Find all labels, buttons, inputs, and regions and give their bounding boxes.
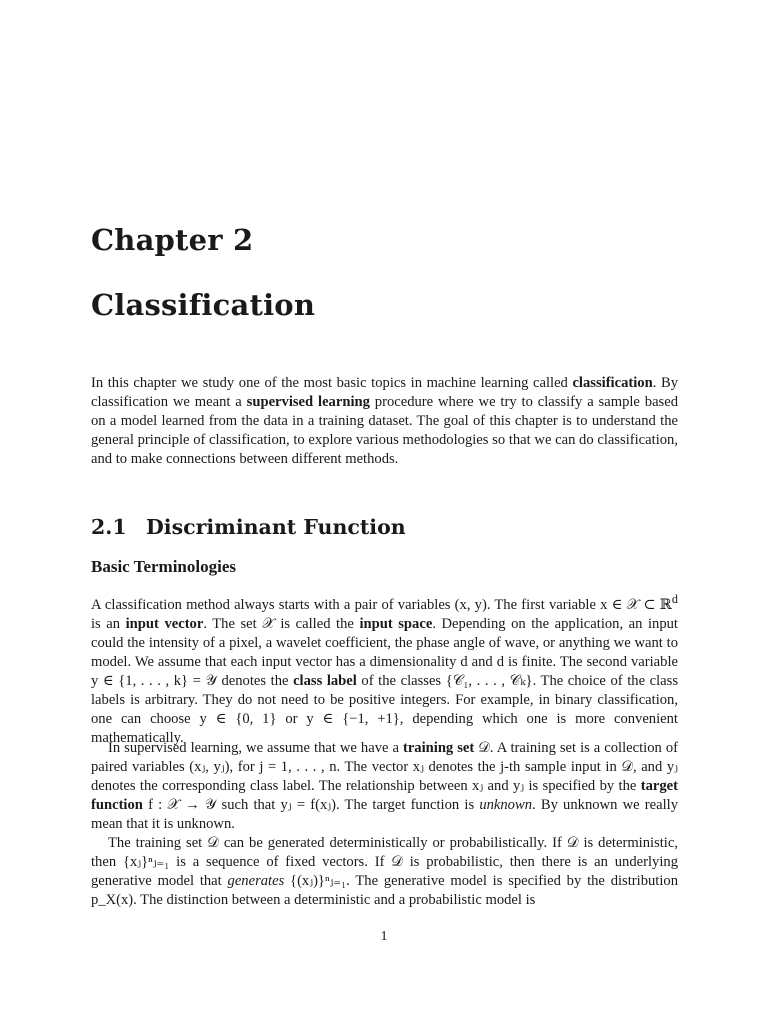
section-title: Discriminant Function xyxy=(146,515,406,539)
paragraph-text: . By unknown we really mean that it is unknown. xyxy=(91,797,678,832)
section-heading xyxy=(91,515,406,539)
superscript-d: d xyxy=(671,592,678,606)
intro-paragraph xyxy=(91,374,678,469)
paragraph-text: f : 𝒳 → 𝒴 such that yⱼ = f(xⱼ). The target function is xyxy=(142,797,480,813)
term-target-function: target function xyxy=(91,778,678,813)
paragraph-text: {(xⱼ)}ⁿⱼ₌₁. The generative model is specified by the distribution p_X(x). The distinction between a deterministic and a probabilistic model is xyxy=(91,873,678,908)
paragraph-text: . The set 𝒳 is called the xyxy=(203,615,360,632)
term-input-vector: input vector xyxy=(125,615,204,632)
paragraph-text: In supervised learning, we assume that we have a xyxy=(108,740,403,756)
emphasis-generates: generates xyxy=(227,873,285,889)
intro-text: . By classification we meant a xyxy=(91,375,678,410)
intro-text: procedure where we try to classify a sample based on a model learned from the data in a training dataset. The goal of this chapter is to understand the general principle of classification, to explore various methodologies so that we can do classification, and to make connections between different methods. xyxy=(91,394,678,467)
chapter-title: Classification xyxy=(91,288,316,322)
term-input-space: input space xyxy=(359,615,433,632)
term-classification: classification xyxy=(572,375,653,391)
term-training-set: training set xyxy=(402,740,475,756)
paragraph-training-set xyxy=(91,739,678,834)
paragraph-text: The training set 𝒟 can be generated deterministically or probabilistically. If 𝒟 is deterministic, then {xⱼ}ⁿⱼ₌₁ is a sequence of fixed vectors. If 𝒟 is probabilistic, then there is an underlying generative model that xyxy=(91,835,678,889)
paragraph-text: A classification method always starts with a pair of variables (x, y). The first variable x ∈ 𝒳 ⊂ ℝ xyxy=(91,596,672,613)
term-class-label: class label xyxy=(293,672,357,689)
paragraph-text: 𝒟. A training set is a collection of paired variables (xⱼ, yⱼ), for j = 1, . . . , n. The vector xⱼ denotes the j-th sample input in 𝒟, and yⱼ denotes the corresponding class label. The relationship between xⱼ and yⱼ is specified by the xyxy=(91,740,678,794)
intro-text: In this chapter we study one of the most basic topics in machine learning called xyxy=(91,375,573,391)
paragraph-text: is an xyxy=(91,615,126,632)
term-supervised-learning: supervised learning xyxy=(246,394,370,410)
paragraph-text: . Depending on the application, an input could the intensity of a pixel, a wavelet coefficient, the phase angle of wave, or anything we want to model. We assume that each input vector has a dimensionality d and d is finite. The second variable y ∈ {1, . . . , k} = 𝒴 denotes the xyxy=(91,615,678,689)
paragraph-basic-terminology xyxy=(91,590,678,748)
paragraph-text: of the classes {𝒞₁, . . . , 𝒞ₖ}. The choice of the class labels is arbitrary. They do not need to be positive integers. For example, in binary classification, one can choose y ∈ {0, 1} or y ∈ {−1, +1}, depending which one is more convenient mathematically. xyxy=(91,672,678,746)
paragraph-deterministic-probabilistic xyxy=(91,834,678,910)
chapter-number: Chapter 2 xyxy=(91,223,254,257)
emphasis-unknown: unknown xyxy=(479,797,533,813)
section-number: 2.1 xyxy=(91,515,127,539)
page-number: 1 xyxy=(380,929,388,944)
subsection-heading: Basic Terminologies xyxy=(91,557,236,576)
